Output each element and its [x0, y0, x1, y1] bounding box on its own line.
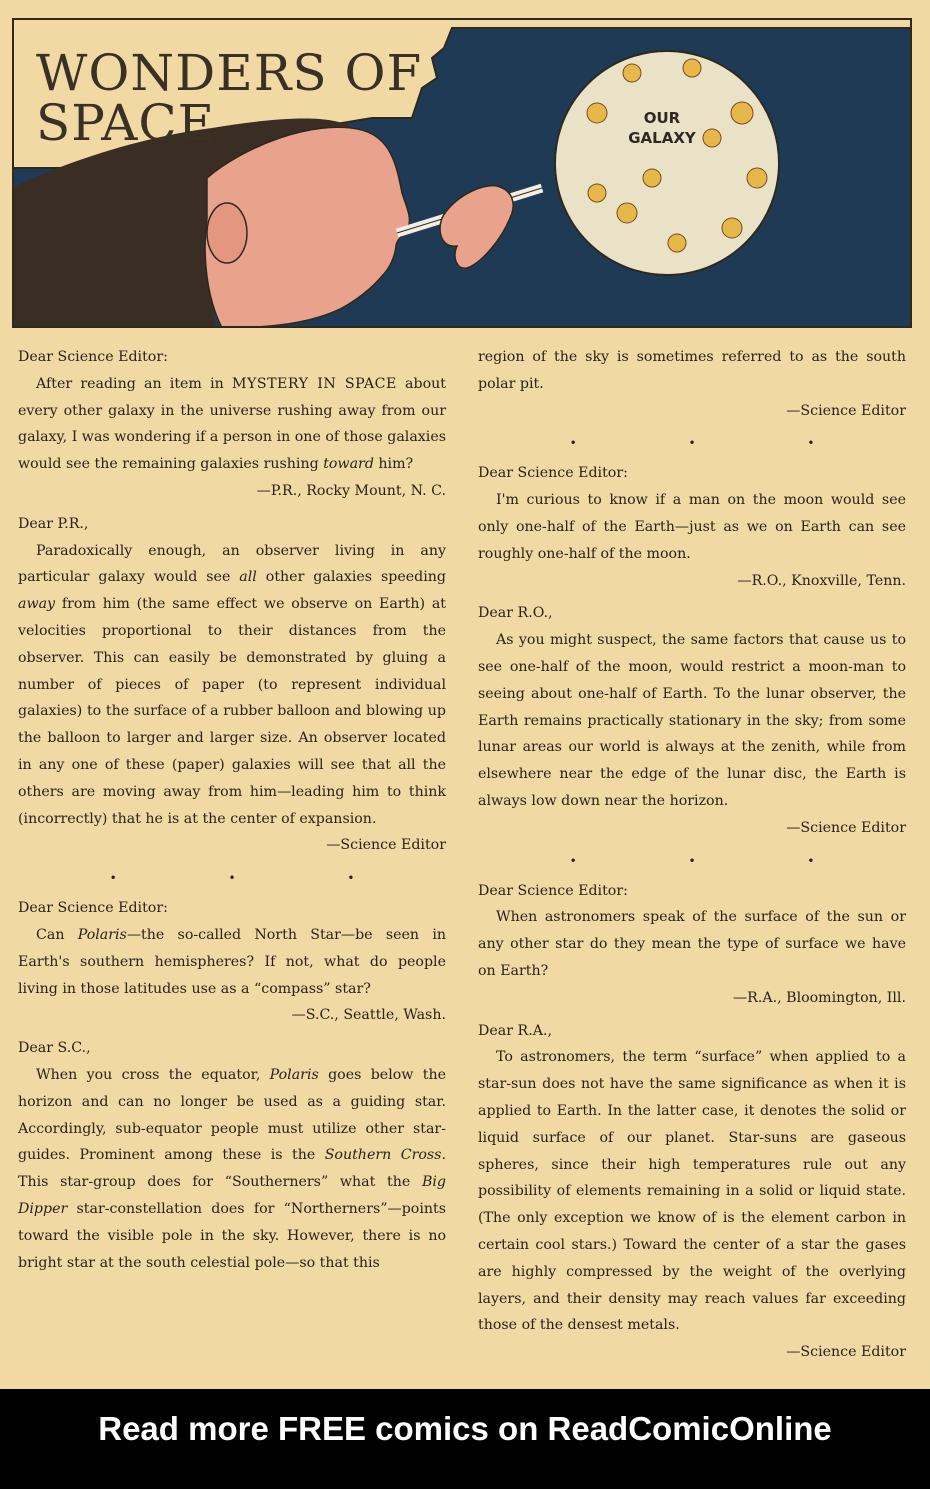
reply-signature: —Science Editor	[786, 819, 906, 836]
footer-banner	[0, 1389, 930, 1489]
footer-link[interactable]: Read more FREE comics on ReadComicOnline	[98, 1410, 832, 1447]
letter-salutation: Dear Science Editor:	[478, 882, 628, 899]
letter-body: I'm curious to know if a man on the moon would see only one-half of the Earth—just as we on Earth can see roughly one-half of the moon.	[478, 492, 906, 562]
reply-salutation: Dear R.A.,	[478, 1022, 552, 1039]
reply-body-continued: region of the sky is sometimes referred to as the south polar pit.	[478, 349, 906, 392]
letter-signature: —R.A., Bloomington, Ill.	[732, 989, 906, 1006]
letter-signature: —R.O., Knoxville, Tenn.	[737, 572, 906, 589]
letter-body: Can Polaris—the so-called North Star—be seen in Earth's southern hemispheres? If not, what do people living in those latitudes use as a “compass” star?	[18, 926, 446, 997]
header-illustration	[12, 18, 912, 328]
page-title	[36, 44, 423, 152]
section-separator: • • •	[569, 853, 869, 868]
letter-signature: —S.C., Seattle, Wash.	[291, 1007, 446, 1024]
letter-salutation: Dear Science Editor:	[18, 349, 168, 365]
reply-body: As you might suspect, the same factors that cause us to see one-half of the moon, would restrict a moon-man to seeing about one-half of Earth. To the lunar observer, the Earth remains practically stationary in the sky; from some lunar areas our world is always at the zenith, while from elsewhere near the edge of the lunar disc, the Earth is always low down near the horizon.	[478, 632, 906, 809]
letter-salutation: Dear Science Editor:	[478, 465, 628, 482]
reply-body: To astronomers, the term “surface” when applied to a star-sun does not have the same significance as when it is applied to Earth. In the latter case, it denotes the solid or liquid surface of our planet. Star-suns are gaseous spheres, since their high temperatures rule out any possibility of elements remaining in a solid or liquid state. (The only exception we know of is the element carbon in certain cool stars.) Toward the center of a star the gases are highly compressed by the weight of the overlying layers, and their density may reach values far exceeding those of the densest metals.	[478, 1049, 906, 1334]
section-separator: • • •	[569, 436, 869, 451]
section-separator: • • •	[109, 871, 409, 886]
reply-body: When you cross the equator, Polaris goes below the horizon and can no longer be used as a guiding star. Accordingly, sub-equator people must utilize other star-guides. Prominent among these is the Southern Cross. This star-group does for “Southerners” what the Big Dipper star-constellation does for “Northerners”—points toward the visible pole in the sky. However, there is no bright star at the south celestial pole—so that this	[18, 1066, 446, 1271]
balloon-label-1: OUR	[643, 109, 681, 127]
balloon-galaxy	[555, 51, 779, 275]
title-line-1: WONDERS OF	[36, 44, 423, 102]
reply-signature: —Science Editor	[326, 837, 446, 854]
right-column	[478, 344, 906, 1372]
letter-body: After reading an item in MYSTERY IN SPACE about every other galaxy in the universe rushing away from our galaxy, I was wondering if a person in one of those galaxies would see the remaining galaxies rushing toward him?	[18, 375, 446, 473]
title-line-2: SPACE	[36, 94, 216, 152]
reply-salutation: Dear S.C.,	[18, 1040, 91, 1057]
reply-body: Paradoxically enough, an observer living in any particular galaxy would see all other galaxies speeding away from him (the same effect we observe on Earth) at velocities proportional to their distances from the observer. This can easily be demonstrated by gluing a number of pieces of paper (to represent individual galaxies) to the surface of a rubber balloon and blowing up the balloon to larger and larger size. An observer located in any one of these (paper) galaxies will see that all the others are moving away from him—leading him to think (incorrectly) that he is at the center of expansion.	[18, 542, 446, 827]
letter-salutation: Dear Science Editor:	[18, 900, 168, 917]
reply-salutation: Dear P.R.,	[18, 515, 89, 532]
letter-body: When astronomers speak of the surface of the sun or any other star do they mean the type of surface we have on Earth?	[478, 909, 906, 979]
reply-salutation: Dear R.O.,	[478, 605, 553, 622]
letter-signature: —P.R., Rocky Mount, N. C.	[256, 482, 446, 499]
reply-signature: —Science Editor	[786, 402, 906, 419]
ear	[207, 203, 247, 263]
reply-signature: —Science Editor	[786, 1344, 906, 1361]
balloon-label-2: GALAXY	[628, 129, 696, 147]
left-column	[18, 344, 446, 1276]
